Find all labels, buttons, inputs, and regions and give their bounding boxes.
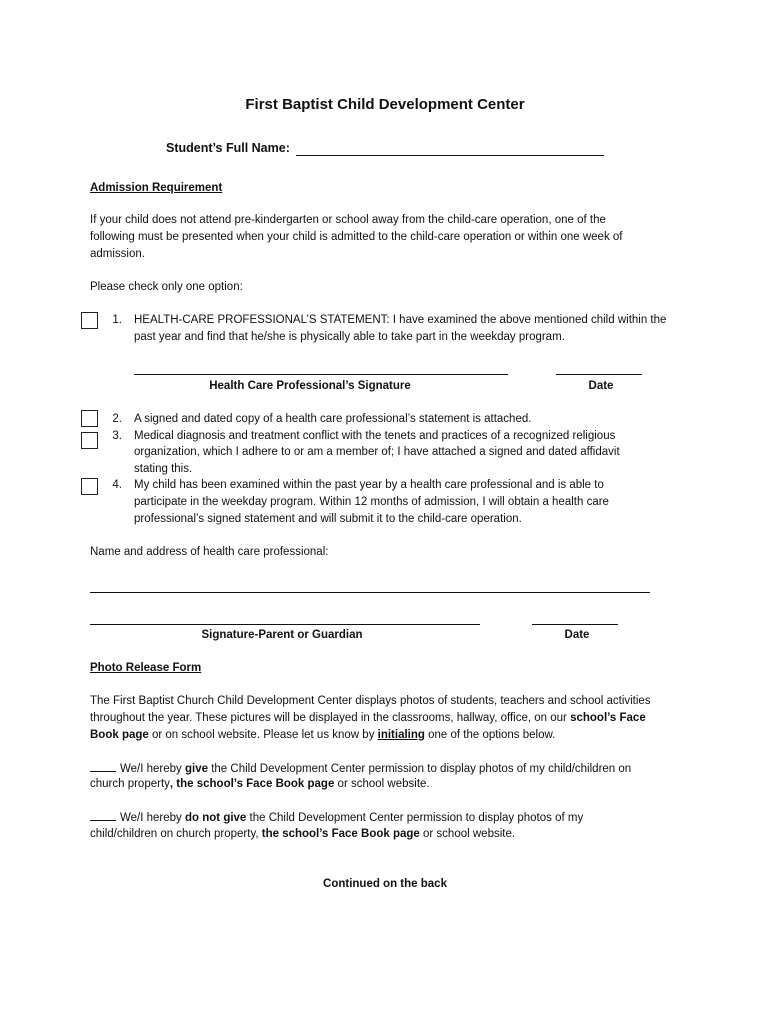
photo-para-line bbox=[90, 710, 646, 727]
hcp-date-field[interactable] bbox=[556, 374, 642, 375]
not-give-text: We/I hereby bbox=[120, 812, 185, 824]
parent-date-field[interactable] bbox=[532, 624, 618, 625]
option-number: 1. bbox=[112, 314, 122, 326]
not-give-text: the Child Development Center permission to display photos of my bbox=[246, 812, 584, 824]
photo-para-bold: Book page bbox=[90, 729, 149, 741]
give-text: church property bbox=[90, 778, 170, 790]
photo-para-line: The First Baptist Church Child Development Center displays photos of students, teachers and school activities bbox=[90, 695, 651, 707]
check-prompt: Please check only one option: bbox=[90, 281, 243, 293]
option-4-text: participate in the weekday program. Within 12 months of admission, I will obtain a health care bbox=[134, 496, 609, 508]
intro-line: admission. bbox=[90, 248, 145, 260]
student-name-label: Student’s Full Name: bbox=[166, 141, 290, 155]
not-give-text: child/children on church property, bbox=[90, 828, 262, 840]
intro-line: If your child does not attend pre-kindergarten or school away from the child-care operation, one of the bbox=[90, 214, 606, 226]
not-give-keyword: do not give bbox=[185, 812, 247, 824]
give-option-line bbox=[90, 776, 430, 793]
continued-note: Continued on the back bbox=[323, 878, 447, 890]
admission-heading: Admission Requirement bbox=[90, 182, 223, 194]
photo-para-text: throughout the year. These pictures will be displayed in the classrooms, hallway, office, on our bbox=[90, 712, 571, 724]
photo-para-line bbox=[90, 727, 555, 744]
option-3-text: stating this. bbox=[134, 463, 193, 475]
option-4-text: My child has been examined within the past year by a health care professional and is able to bbox=[134, 479, 604, 491]
give-text: We/I hereby bbox=[120, 763, 185, 775]
give-text: or school website. bbox=[334, 778, 430, 790]
parent-date-label: Date bbox=[564, 629, 590, 641]
photo-release-heading: Photo Release Form bbox=[90, 662, 202, 674]
option-1-text: HEALTH-CARE PROFESSIONAL’S STATEMENT: I have examined the above mentioned child within the bbox=[134, 314, 667, 326]
photo-para-bold: school’s Face bbox=[570, 712, 646, 724]
option-3-text: organization, which I adhere to or am a member of; I have attached a signed and dated affidavit bbox=[134, 446, 620, 458]
intro-line: following must be presented when your child is admitted to the child-care operation or within one week of bbox=[90, 231, 623, 243]
option-3-checkbox[interactable] bbox=[81, 432, 98, 449]
hcp-name-address-field[interactable] bbox=[90, 592, 650, 593]
page-title: First Baptist Child Development Center bbox=[245, 96, 525, 113]
option-number: 3. bbox=[112, 430, 122, 442]
not-give-initial-field[interactable] bbox=[90, 809, 116, 821]
hcp-name-address-label: Name and address of health care professional: bbox=[90, 546, 329, 558]
parent-signature-field[interactable] bbox=[90, 624, 480, 625]
option-1-text: past year and find that he/she is physically able to take part in the weekday program. bbox=[134, 331, 565, 343]
photo-para-text: or on school website. Please let us know by bbox=[148, 729, 378, 741]
give-option-line bbox=[90, 760, 631, 778]
option-number: 2. bbox=[112, 413, 122, 425]
photo-para-text: one of the options below. bbox=[424, 729, 556, 741]
give-bold: , the school’s Face Book page bbox=[169, 778, 335, 790]
give-text: the Child Development Center permission to display photos of my child/children on bbox=[208, 763, 632, 775]
option-1-checkbox[interactable] bbox=[81, 312, 98, 329]
option-3-text: Medical diagnosis and treatment conflict with the tenets and practices of a recognized religious bbox=[134, 430, 616, 442]
option-4-checkbox[interactable] bbox=[81, 478, 98, 495]
not-give-text: or school website. bbox=[419, 828, 516, 840]
parent-signature-label: Signature-Parent or Guardian bbox=[201, 629, 363, 641]
hcp-signature-label: Health Care Professional’s Signature bbox=[209, 380, 411, 392]
give-initial-field[interactable] bbox=[90, 760, 116, 772]
option-4-text: professional’s signed statement and will submit it to the child-care operation. bbox=[134, 513, 522, 525]
student-name-field[interactable] bbox=[296, 155, 604, 156]
hcp-date-label: Date bbox=[588, 380, 614, 392]
hcp-signature-field[interactable] bbox=[134, 374, 508, 375]
option-2-text: A signed and dated copy of a health care professional’s statement is attached. bbox=[134, 413, 532, 425]
option-number: 4. bbox=[112, 479, 122, 491]
not-give-bold: the school’s Face Book page bbox=[261, 828, 420, 840]
photo-para-bold-underline: initialing bbox=[377, 729, 425, 741]
give-keyword: give bbox=[185, 763, 209, 775]
option-2-checkbox[interactable] bbox=[81, 410, 98, 427]
not-give-option-line bbox=[90, 826, 515, 843]
not-give-option-line bbox=[90, 809, 583, 827]
